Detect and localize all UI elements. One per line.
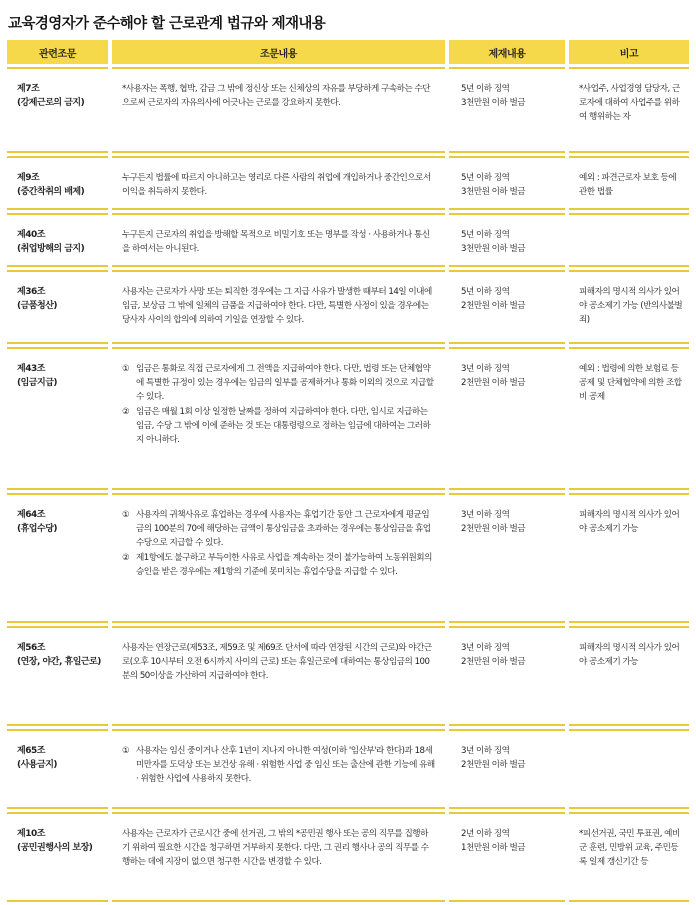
item-marker: ① bbox=[122, 510, 130, 520]
table-row bbox=[7, 213, 689, 267]
article-number: 제40조 bbox=[17, 230, 45, 240]
regulations-table bbox=[7, 40, 689, 905]
item-text: 사용자는 임신 중이거나 산후 1년이 지나지 아니한 여성(이하 '임산부'라 한다)과 18세 미만자를 도덕상 또는 보건상 유해 · 위험한 사업 중 임신 또는 출산에 관한 기능에 유해 · 위험한 사업에 사용하지 못한다. bbox=[136, 746, 435, 785]
article-number: 제9조 bbox=[17, 173, 40, 183]
item-text: 임금은 매월 1회 이상 일정한 날짜를 정하여 지급하여야 한다. 다만, 임시로 지급하는 임금, 수당 그 밖에 이에 준하는 것 또는 대통령령으로 정하는 임금에 대하여는 그러하지 아니하다. bbox=[136, 406, 431, 446]
item-marker: ① bbox=[122, 746, 130, 756]
content-text: 누구든지 법률에 따르지 아니하고는 영리로 다른 사람의 취업에 개입하거나 중간인으로서 이익을 취득하지 못한다. bbox=[122, 173, 431, 198]
table-row bbox=[7, 270, 689, 344]
header-content: 조문내용 bbox=[112, 40, 445, 64]
content-item bbox=[122, 405, 435, 448]
sanction-line: 5년 이하 징역 bbox=[461, 230, 510, 240]
article-name: (사용금지) bbox=[17, 760, 58, 771]
item-text: 사용자의 귀책사유로 휴업하는 경우에 사용자는 휴업기간 동안 그 근로자에게 평균임금의 100분의 70에 해당하는 금액이 통상임금을 초과하는 경우에는 통상임금을 휴업수당으로 지급할 수 있다. bbox=[136, 510, 431, 549]
note-text: *피선거권, 국민 투표권, 예비군 훈련, 민방위 교육, 주민등록 일제 갱신기간 등 bbox=[579, 829, 680, 868]
sanction-cell bbox=[449, 270, 565, 344]
article-number: 제56조 bbox=[17, 643, 45, 653]
article-name: (중간착취의 배제) bbox=[17, 187, 85, 198]
content-cell bbox=[112, 626, 445, 726]
sanction-line: 3천만원 이하 벌금 bbox=[461, 98, 526, 109]
content-cell bbox=[112, 493, 445, 623]
sanction-line: 3년 이하 징역 bbox=[461, 364, 510, 374]
content-text: 누구든지 근로자의 취업을 방해할 목적으로 비밀기호 또는 명부를 작성 · 사용하거나 통신을 하여서는 아니된다. bbox=[122, 230, 430, 255]
article-name: (강제근로의 금지) bbox=[17, 98, 85, 109]
sanction-line: 2천만원 이하 벌금 bbox=[461, 524, 526, 535]
content-cell bbox=[112, 156, 445, 210]
sanction-line: 2천만원 이하 벌금 bbox=[461, 301, 526, 312]
sanction-line: 2년 이하 징역 bbox=[461, 829, 510, 839]
table-row bbox=[7, 347, 689, 490]
sanction-line: 3년 이하 징역 bbox=[461, 746, 510, 756]
note-text: *사업주, 사업경영 담당자, 근로자에 대하여 사업주를 위하여 행위하는 자 bbox=[579, 84, 680, 123]
article-number: 제64조 bbox=[17, 510, 45, 520]
content-text: *사용자는 폭행, 협박, 감금 그 밖에 정신상 또는 신체상의 자유를 부당하게 구속하는 수단으로써 근로자의 자유의사에 어긋나는 근로를 강요하지 못한다. bbox=[122, 84, 431, 109]
article-cell bbox=[7, 156, 108, 210]
sanction-cell bbox=[449, 67, 565, 153]
sanction-cell bbox=[449, 812, 565, 902]
sanction-cell bbox=[449, 156, 565, 210]
sanction-line: 2천만원 이하 벌금 bbox=[461, 760, 526, 771]
content-cell bbox=[112, 213, 445, 267]
sanction-line: 2천만원 이하 벌금 bbox=[461, 378, 526, 389]
article-name: (금품청산) bbox=[17, 301, 58, 312]
article-name: (휴업수당) bbox=[17, 524, 58, 535]
note-cell bbox=[569, 493, 689, 623]
table-row bbox=[7, 156, 689, 210]
sanction-line: 5년 이하 징역 bbox=[461, 84, 510, 94]
header-article: 관련조문 bbox=[7, 40, 108, 64]
note-cell bbox=[569, 812, 689, 902]
article-number: 제36조 bbox=[17, 287, 45, 297]
table-row bbox=[7, 812, 689, 902]
article-cell bbox=[7, 626, 108, 726]
table-header bbox=[7, 40, 689, 64]
content-cell bbox=[112, 729, 445, 809]
note-text: 예외 : 파견근로자 보호 등에 관한 법률 bbox=[579, 173, 677, 198]
article-cell bbox=[7, 347, 108, 490]
content-item bbox=[122, 551, 435, 579]
content-item bbox=[122, 362, 435, 405]
article-cell bbox=[7, 729, 108, 809]
table-row bbox=[7, 626, 689, 726]
table-row bbox=[7, 67, 689, 153]
content-cell bbox=[112, 347, 445, 490]
table-row bbox=[7, 729, 689, 809]
header-sanction: 제재내용 bbox=[449, 40, 565, 64]
sanction-cell bbox=[449, 347, 565, 490]
content-cell bbox=[112, 67, 445, 153]
table-row bbox=[7, 493, 689, 623]
article-name: (임금지급) bbox=[17, 378, 58, 389]
content-text: 사용자는 근로자가 근로시간 중에 선거권, 그 밖의 *공민권 행사 또는 공의 직무를 집행하기 위하여 필요한 시간을 청구하면 거부하지 못한다. 다만, 그 권리 행사나 공의 직무를 수행하는 데에 지장이 없으면 청구한 시간을 변경할 수 있다. bbox=[122, 829, 429, 868]
article-name: (취업방해의 금지) bbox=[17, 244, 85, 255]
note-text: 피해자의 명시적 의사가 있어야 공소제기 가능 bbox=[579, 510, 680, 535]
sanction-line: 5년 이하 징역 bbox=[461, 173, 510, 183]
note-cell bbox=[569, 626, 689, 726]
note-cell bbox=[569, 213, 689, 267]
article-number: 제43조 bbox=[17, 364, 45, 374]
article-number: 제65조 bbox=[17, 746, 45, 756]
note-text: 피해자의 명시적 의사가 있어야 공소제기 가능 (반의사불벌죄) bbox=[579, 287, 683, 326]
sanction-line: 3년 이하 징역 bbox=[461, 643, 510, 653]
content-item bbox=[122, 508, 435, 551]
article-name: (공민권행사의 보장) bbox=[17, 843, 93, 854]
article-cell bbox=[7, 493, 108, 623]
article-number: 제7조 bbox=[17, 84, 40, 94]
article-cell bbox=[7, 270, 108, 344]
note-text: 피해자의 명시적 의사가 있어야 공소제기 가능 bbox=[579, 643, 680, 668]
item-marker: ② bbox=[122, 552, 130, 563]
sanction-line: 3천만원 이하 벌금 bbox=[461, 187, 526, 198]
sanction-line: 3천만원 이하 벌금 bbox=[461, 244, 526, 255]
article-cell bbox=[7, 213, 108, 267]
note-text: 예외 : 법령에 의한 보험료 등 공제 및 단체협약에 의한 조합비 공제 bbox=[579, 364, 682, 403]
note-cell bbox=[569, 347, 689, 490]
note-cell bbox=[569, 270, 689, 344]
sanction-line: 2천만원 이하 벌금 bbox=[461, 657, 526, 668]
page-title: 교육경영자가 준수해야 할 근로관계 법규와 제재내용 bbox=[8, 16, 326, 32]
content-text: 사용자는 근로자가 사망 또는 퇴직한 경우에는 그 지급 사유가 발생한 때부터 14일 이내에 임금, 보상금 그 밖에 일체의 금품을 지급하여야 한다. 다만, 특별한 사정이 있을 경우에는 당사자 사이의 합의에 의하여 기일을 연장할 수 있다. bbox=[122, 287, 432, 326]
item-marker: ② bbox=[122, 406, 130, 417]
content-cell bbox=[112, 812, 445, 902]
content-cell bbox=[112, 270, 445, 344]
article-name: (연장, 야간, 휴일근로) bbox=[17, 657, 101, 668]
sanction-line: 1천만원 이하 벌금 bbox=[461, 843, 526, 854]
article-number: 제10조 bbox=[17, 829, 45, 839]
note-cell bbox=[569, 156, 689, 210]
note-cell bbox=[569, 67, 689, 153]
sanction-cell bbox=[449, 729, 565, 809]
sanction-line: 3년 이하 징역 bbox=[461, 510, 510, 520]
sanction-cell bbox=[449, 626, 565, 726]
item-marker: ① bbox=[122, 364, 130, 374]
article-cell bbox=[7, 67, 108, 153]
item-text: 제1항에도 불구하고 부득이한 사유로 사업을 계속하는 것이 불가능하여 노동위원회의 승인을 받은 경우에는 제1항의 기준에 못미치는 휴업수당을 지급할 수 있다. bbox=[136, 552, 432, 577]
content-item bbox=[122, 744, 435, 787]
header-note: 비고 bbox=[569, 40, 689, 64]
sanction-cell bbox=[449, 493, 565, 623]
article-cell bbox=[7, 812, 108, 902]
sanction-cell bbox=[449, 213, 565, 267]
note-cell bbox=[569, 729, 689, 809]
sanction-line: 5년 이하 징역 bbox=[461, 287, 510, 297]
item-text: 임금은 통화로 직접 근로자에게 그 전액을 지급하여야 한다. 다만, 법령 또는 단체협약에 특별한 규정이 있는 경우에는 임금의 일부를 공제하거나 통화 이외의 것으로 지급할 수 있다. bbox=[136, 364, 434, 403]
content-text: 사용자는 연장근로(제53조, 제59조 및 제69조 단서에 따라 연장된 시간의 근로)와 야간근로(오후 10시부터 오전 6시까지 사이의 근로) 또는 휴일근로에 대하여는 통상임금의 100분의 50이상을 가산하여 지급하여야 한다. bbox=[122, 643, 432, 682]
